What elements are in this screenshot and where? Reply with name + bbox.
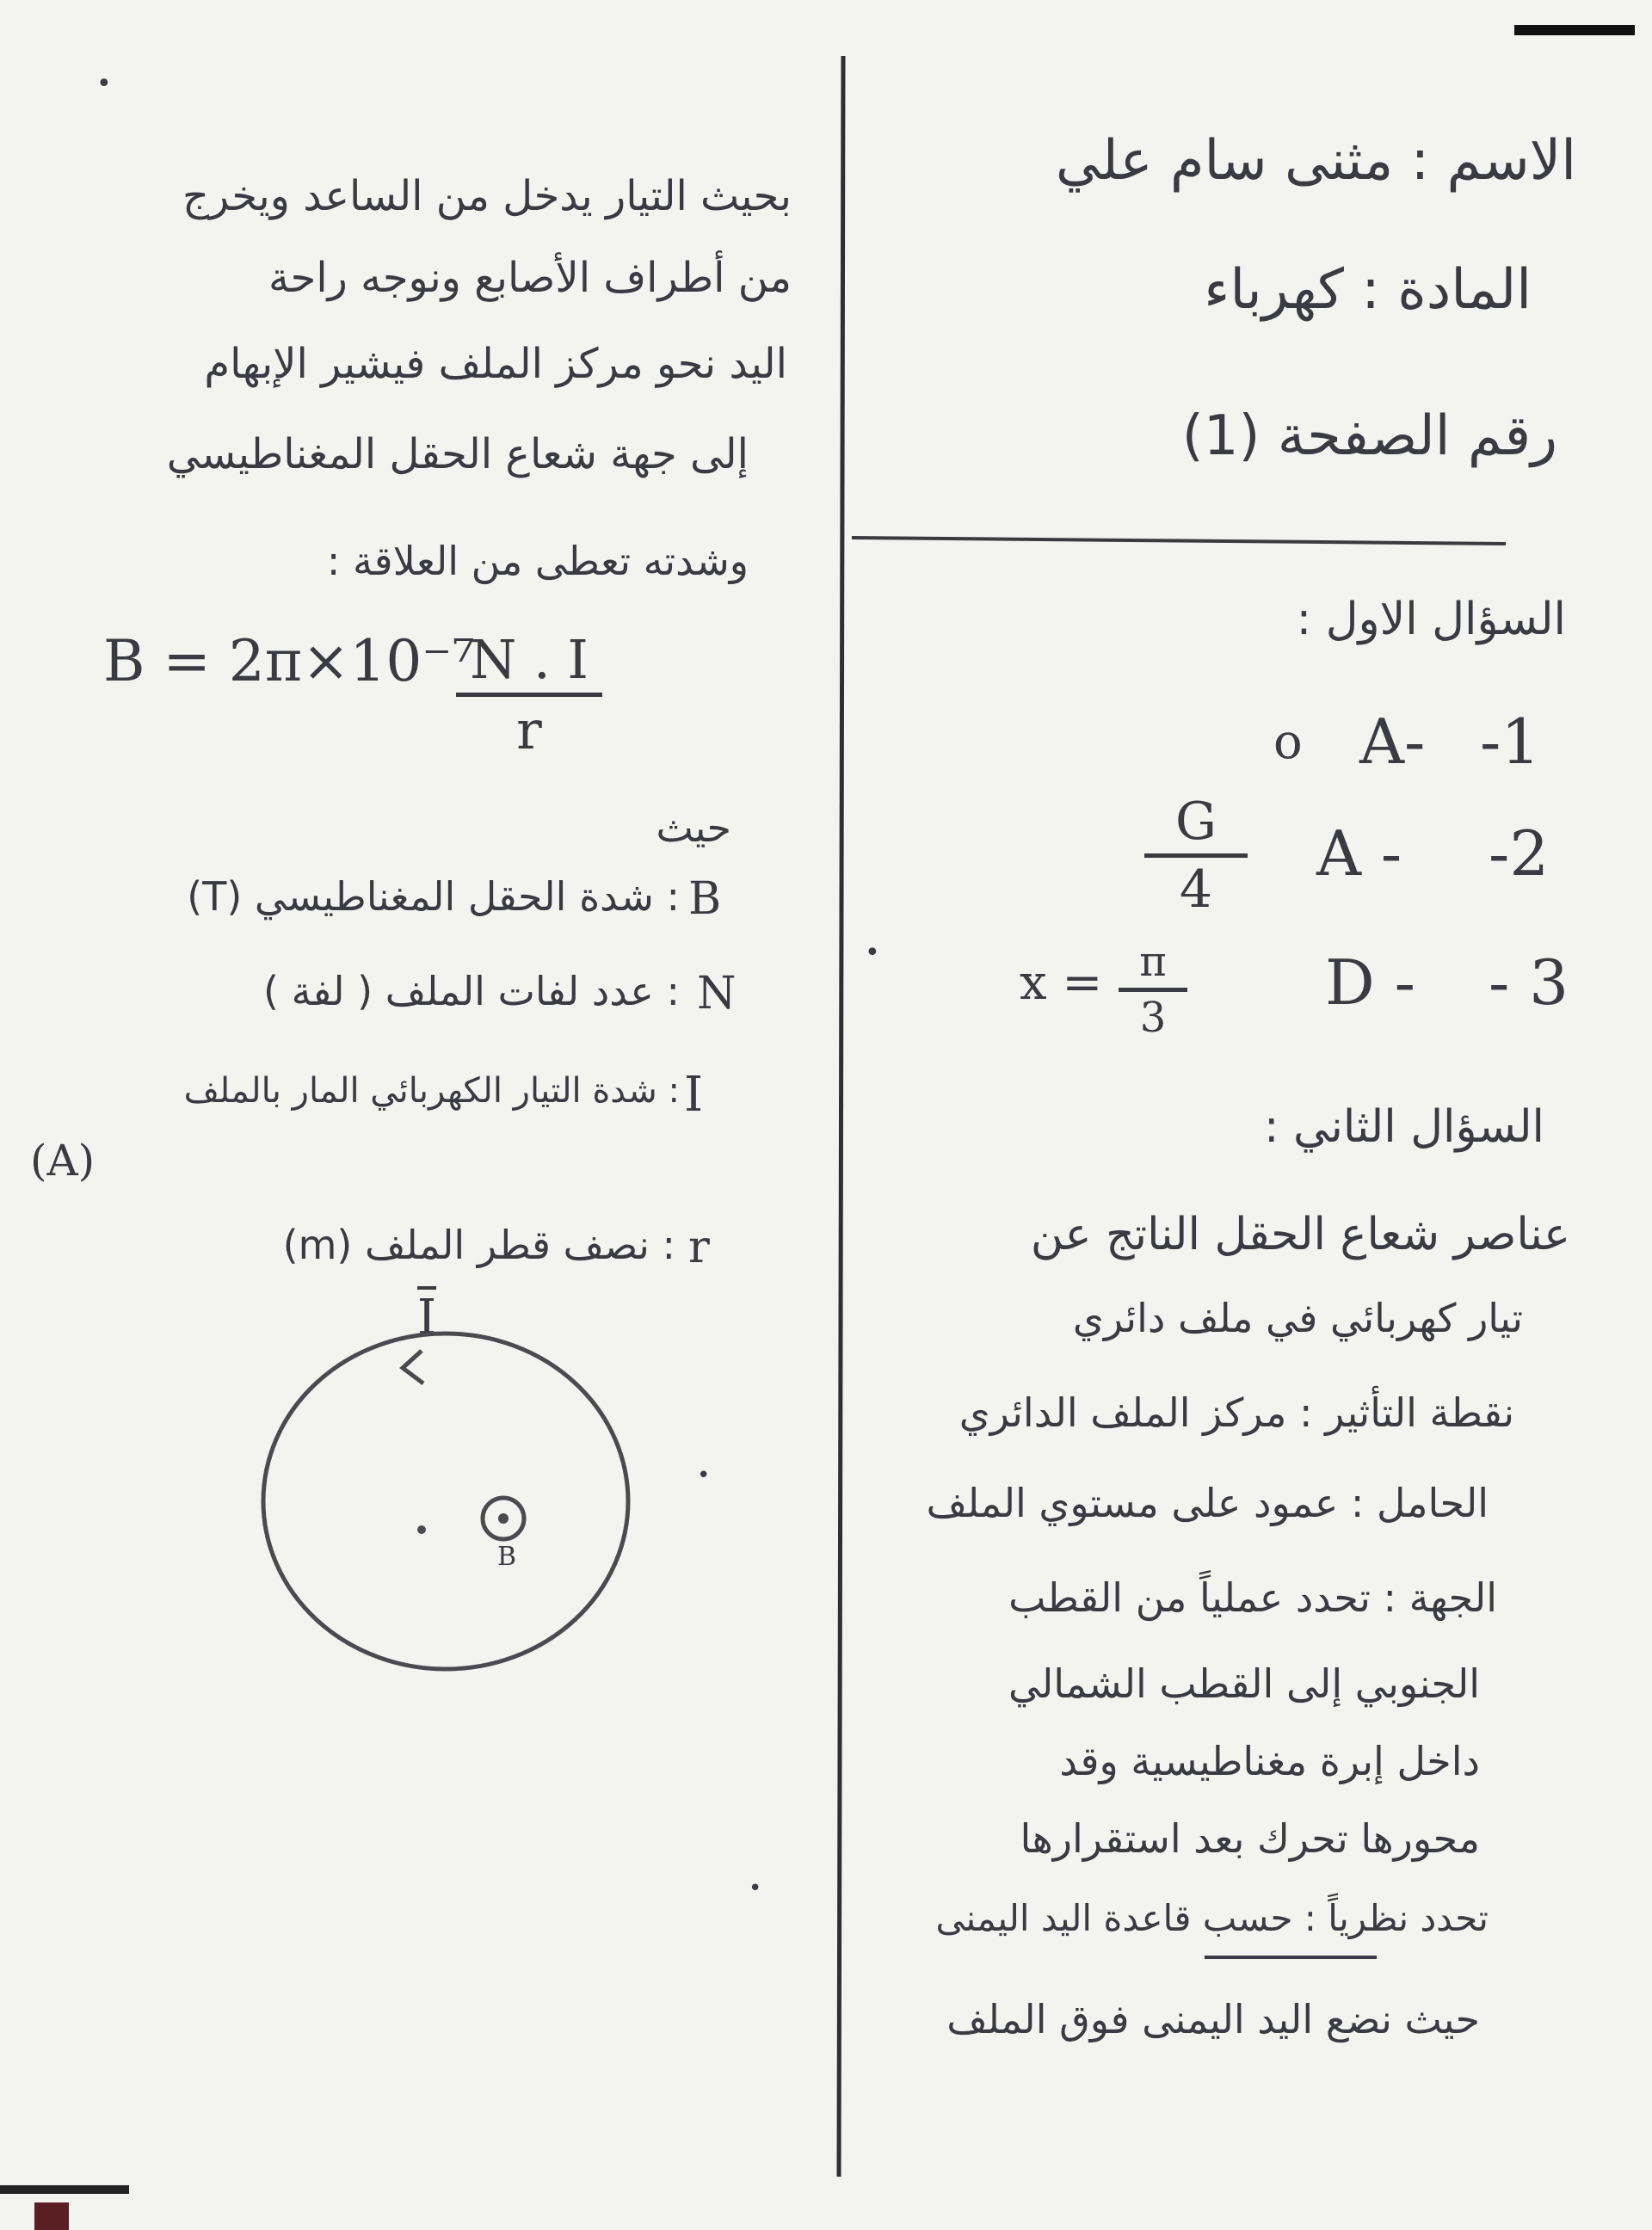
q2-line-5: الجهة : تحدد عملياً من القطب [1008,1574,1497,1621]
diagram-field-label: B [497,1542,517,1572]
def-symbol-b: B [688,873,722,925]
q1-item-1-answer: o [1273,714,1303,770]
q2-line-1: عناصر شعاع الحقل الناتج عن [1030,1209,1570,1260]
def-symbol-i: I [684,1067,704,1123]
q2-line-9: تحدد نظرياً : حسب قاعدة اليد اليمنى [935,1897,1489,1939]
header-separator-line [852,538,1506,544]
def-text-n: : عدد لفات الملف ( لفة ) [263,968,680,1014]
left-line-4: إلى جهة شعاع الحقل المغناطيسي [166,430,749,478]
stray-dot: • [697,1463,711,1488]
q1-item-1-number: -1 [1480,705,1541,778]
subject-line: المادة : كهرباء [1204,258,1532,322]
column-divider-line [839,56,843,2177]
q1-item-3-answer-lhs: x = [1020,955,1103,1011]
fraction-denominator: 3 [1139,994,1167,1042]
def-text-i: : شدة التيار الكهربائي المار بالملف [183,1071,680,1111]
stray-dot: • [96,69,112,99]
stray-dot: • [749,1876,762,1901]
stray-dot: • [865,938,880,968]
question-1-title: السؤال الاول : [1296,594,1566,645]
q2-line-3: نقطة التأثير : مركز الملف الدائري [959,1389,1514,1436]
q1-item-3-choice: D - [1325,946,1415,1019]
q1-item-2-number: -2 [1489,817,1550,890]
q2-line-6: الجنوبي إلى القطب الشمالي [1008,1660,1480,1707]
q1-item-2-fraction [1144,792,1248,920]
formula-denominator: r [516,699,542,761]
q1-item-3-number: - 3 [1489,946,1569,1019]
q2-line-2: تيار كهربائي في ملف دائري [1072,1295,1523,1341]
diagram-current-label: I [417,1286,436,1346]
page-number-line: رقم الصفحة (1) [1181,404,1557,468]
scan-corner-mark [34,2202,69,2230]
left-line-3: اليد نحو مركز الملف فيشير الإبهام [204,340,787,388]
def-symbol-n: N [697,968,737,1020]
left-line-2: من أطراف الأصابع ونوجه راحة [268,254,792,302]
left-line-5: وشدته تعطى من العلاقة : [326,538,749,584]
q2-line-7: داخل إبرة مغناطيسية وقد [1059,1738,1480,1784]
fraction-numerator: G [1144,792,1248,858]
formula-numerator: N . I [456,628,602,697]
def-text-r: : نصف قطر الملف (m) [282,1222,675,1268]
q1-item-1-choice: A- [1359,705,1426,778]
q2-line-10: حيث نضع اليد اليمنى فوق الملف [946,1996,1480,2042]
q2-line-4: الحامل : عمود على مستوي الملف [926,1480,1489,1526]
student-name-line: الاسم : مثنى سام علي [1055,129,1576,193]
def-text-b: : شدة الحقل المغناطيسي (T) [187,873,680,920]
q2-line-8: محورها تحرك بعد استقرارها [1020,1815,1480,1862]
fraction-numerator: π [1119,938,1187,992]
question-2-title: السؤال الثاني : [1264,1101,1544,1153]
left-line-1: بحيث التيار يدخل من الساعد ويخرج [182,172,792,220]
fraction-denominator: 4 [1179,859,1213,920]
where-label: حيث [656,804,731,851]
def-text-i-unit: (A) [30,1136,96,1186]
q1-item-3-fraction [1119,938,1187,1042]
formula-lhs: B = 2π×10⁻⁷ [103,628,475,694]
q1-item-2-choice: A - [1316,817,1402,890]
formula-fraction [456,628,602,761]
def-symbol-r: r [688,1222,710,1273]
